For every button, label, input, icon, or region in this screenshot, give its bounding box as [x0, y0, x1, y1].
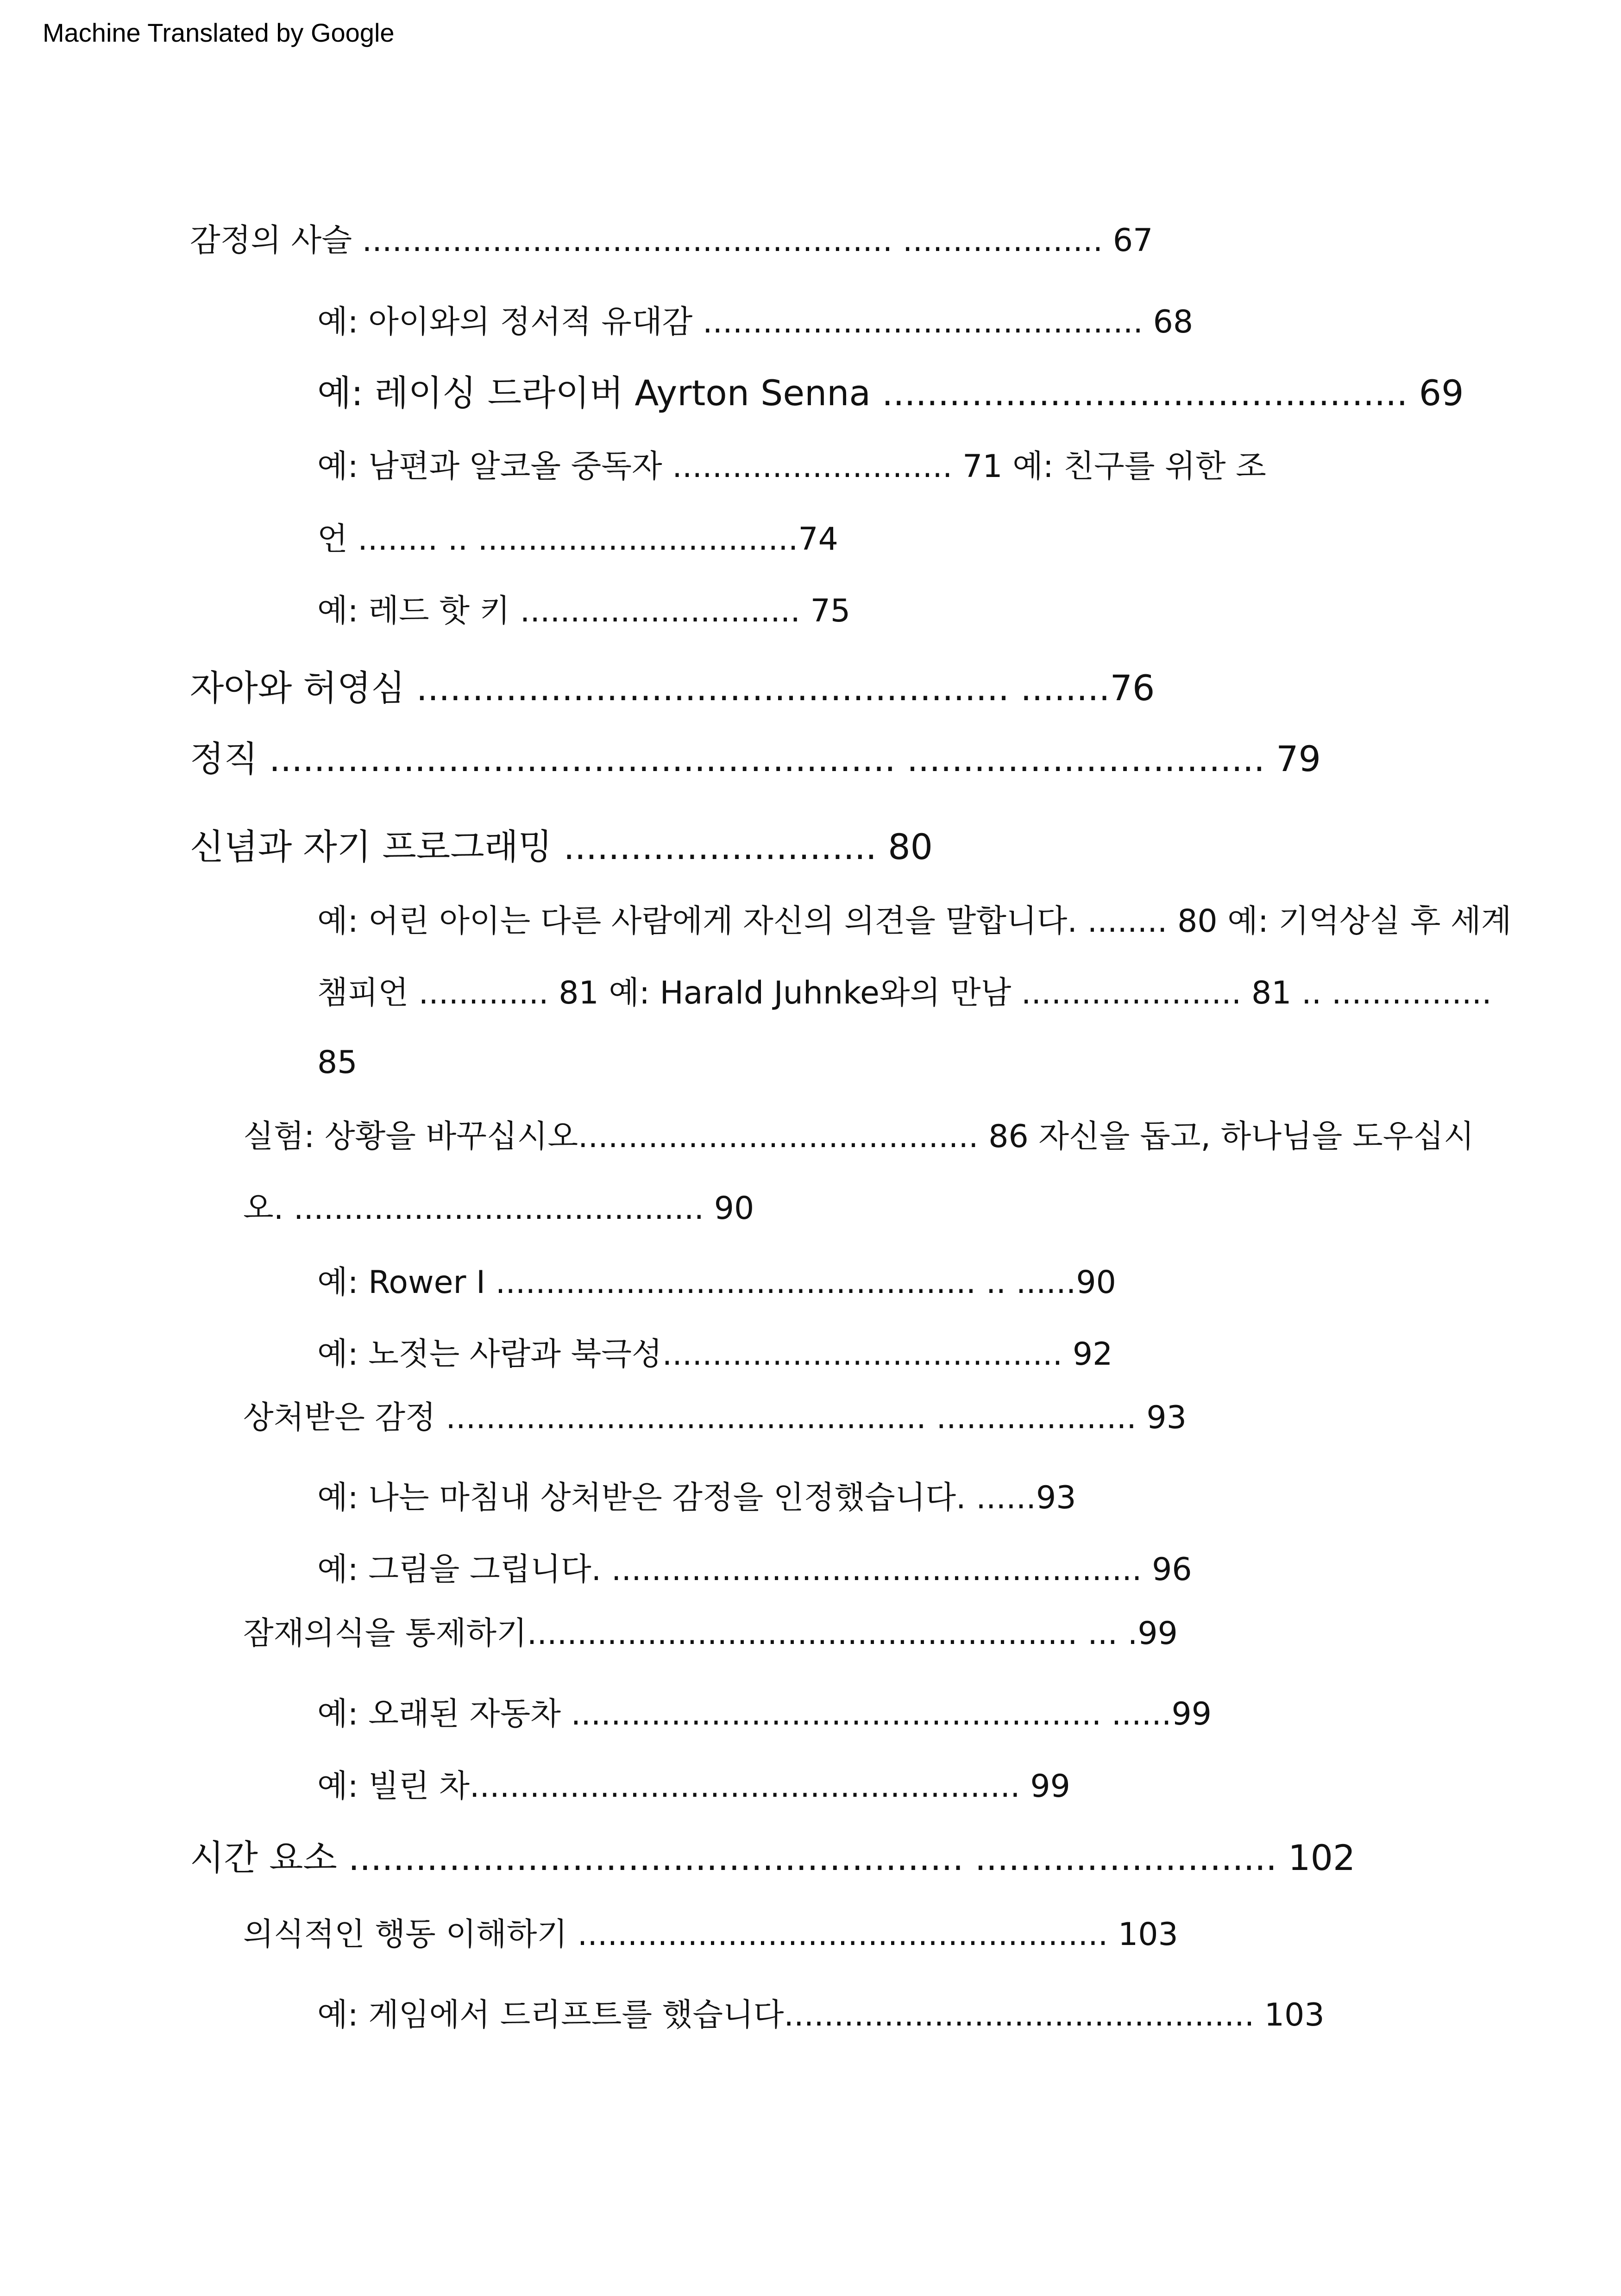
toc-entry: 예: 그림을 그립니다. ..................................................... 96: [317, 1551, 1192, 1588]
toc-entry: 예: 레드 핫 키 ............................ 75: [317, 593, 851, 629]
toc-entry: 의식적인 행동 이해하기 ..................................................... 103: [243, 1916, 1178, 1953]
toc-entry: 감정의 사슬 ..................................................... .................... 67: [190, 222, 1153, 259]
toc-entry: 정직 ........................................................ ................................ 79: [190, 738, 1321, 779]
toc-entry: 85: [317, 1044, 358, 1081]
toc-entry: 언 ........ .. ................................74: [317, 521, 838, 558]
toc-entry: 예: 빌린 차....................................................... 99: [317, 1768, 1070, 1805]
toc-entry: 예: 남편과 알코올 중독자 ............................ 71 예: 친구를 위한 조: [317, 448, 1266, 485]
toc-entry: 예: 레이싱 드라이버 Ayrton Senna ............................................... 69: [317, 372, 1464, 414]
toc-entry: 예: 어린 아이는 다른 사람에게 자신의 의견을 말합니다. ........ 80 예: 기억상실 후 세계: [317, 903, 1512, 940]
machine-translation-header: Machine Translated by Google: [43, 18, 395, 47]
toc-entry: 잠재의식을 통제하기....................................................... ... .99: [243, 1615, 1178, 1652]
toc-entry: 예: Rower I ................................................ .. ......90: [317, 1264, 1116, 1301]
toc-entry: 예: 아이와의 정서적 유대감 ............................................ 68: [317, 304, 1194, 340]
toc-entry: 실험: 상황을 바꾸십시오........................................ 86 자신을 돕고, 하나님을 도우십시: [243, 1118, 1474, 1155]
toc-entry: 예: 게임에서 드리프트를 했습니다............................................... 103: [317, 1997, 1325, 2033]
toc-entry: 시간 요소 ....................................................... ........................... 102: [190, 1837, 1356, 1878]
toc-entry: 신념과 자기 프로그래밍 ............................ 80: [190, 826, 933, 867]
toc-entry: 챔피언 ............. 81 예: Harald Juhnke와의 만남 ...................... 81 .. ................: [317, 975, 1492, 1011]
toc-entry: 자아와 허영심 ..................................................... ........76: [190, 667, 1155, 709]
toc-entry: 오. ......................................... 90: [243, 1190, 754, 1227]
toc-entry: 예: 나는 마침내 상처받은 감정을 인정했습니다. ......93: [317, 1480, 1076, 1516]
toc-entry: 예: 노젓는 사람과 북극성........................................ 92: [317, 1336, 1113, 1373]
toc-entry: 상처받은 감정 ................................................ .................... 93: [243, 1399, 1187, 1436]
toc-entry: 예: 오래된 자동차 ..................................................... ......99: [317, 1696, 1212, 1732]
